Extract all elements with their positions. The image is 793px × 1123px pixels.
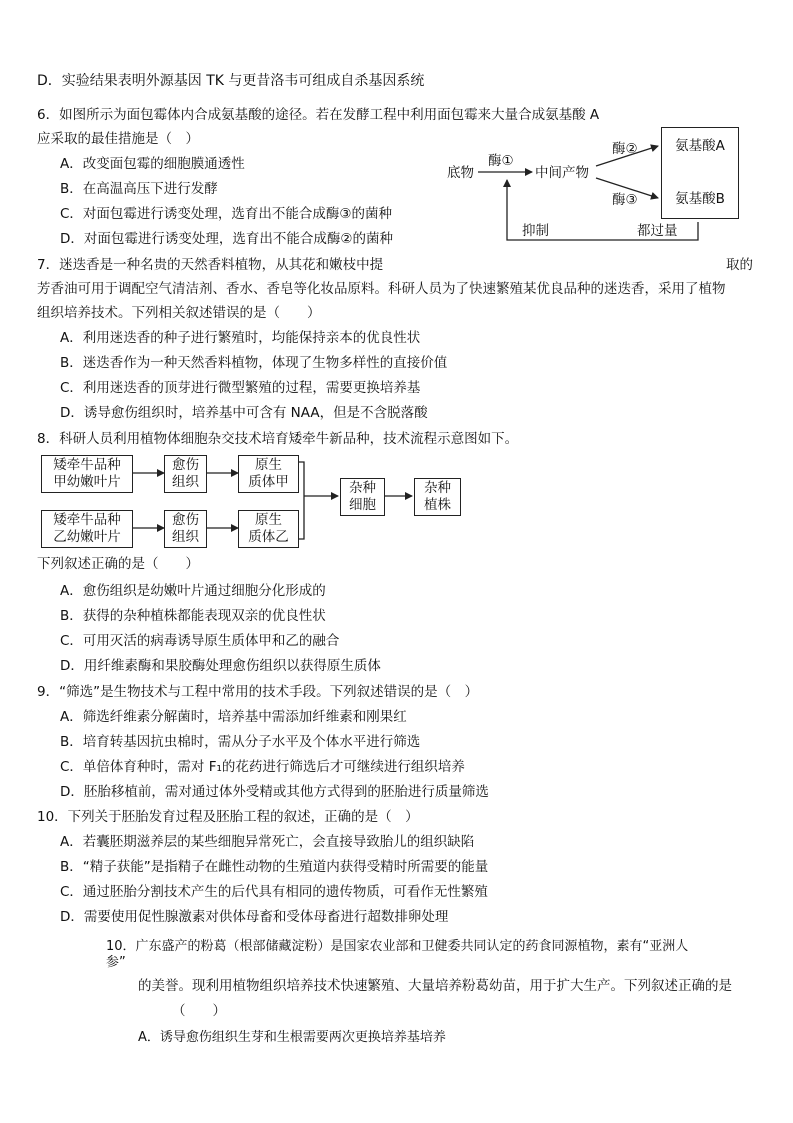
flow-protoplast-a-line2: 质体甲 [248,474,289,490]
q8-option-d: D．用纤维素酶和果胶酶处理愈伤组织以获得原生质体 [60,658,381,674]
diagram-enzyme3: 酶③ [612,192,638,208]
diagram-amino-b: 氨基酸B [675,191,725,207]
flow-protoplast-a [238,455,299,493]
flow-callus-b [164,510,207,548]
diagram-intermediate: 中间产物 [535,165,589,181]
flow-protoplast-b-line2: 质体乙 [248,529,289,545]
q10-option-b: B．“精子获能”是指精子在雌性动物的生殖道内获得受精时所需要的能量 [60,859,489,875]
flow-hybrid-plant-line2: 植株 [424,497,451,513]
q10b-line4: （ ） [172,1003,226,1019]
flow-leaf-b-line1: 矮牵牛品种 [53,512,121,528]
q9-option-c: C．单倍体育种时，需对 F₁的花药进行筛选后才可继续进行组织培养 [60,759,465,775]
flow-callus-b-line2: 组织 [172,529,199,545]
q7-stem-line1-end: 取的 [726,257,753,273]
q9-option-a: A．筛选纤维素分解菌时，培养基中需添加纤维素和刚果红 [60,709,407,725]
flow-protoplast-a-line1: 原生 [255,457,282,473]
q7-option-c: C．利用迷迭香的顶芽进行微型繁殖的过程，需要更换培养基 [60,380,421,396]
flow-hybrid-cell [340,478,385,516]
q8-question: 下列叙述正确的是（ ） [37,556,199,572]
flow-callus-a [164,455,207,493]
q5-option-d: D．实验结果表明外源基因 TK 与更昔洛韦可组成自杀基因系统 [37,73,425,89]
q8-option-a: A．愈伤组织是幼嫩叶片通过细胞分化形成的 [60,583,326,599]
diagram-enzyme2: 酶② [612,141,638,157]
flow-hybrid-plant-line1: 杂种 [424,480,451,496]
q10b-line3: 的美誉。现利用植物组织培养技术快速繁殖、大量培养粉葛幼苗，用于扩大生产。下列叙述正确的是 [138,978,732,994]
flow-hybrid-cell-line1: 杂种 [349,480,376,496]
flow-leaf-b-line2: 乙幼嫩叶片 [53,529,121,545]
flow-hybrid-cell-line2: 细胞 [349,497,376,513]
flow-hybrid-plant [414,478,461,516]
flow-leaf-a-line1: 矮牵牛品种 [53,457,121,473]
q9-stem: 9．“筛选”是生物技术与工程中常用的技术手段。下列叙述错误的是（ ） [37,684,479,700]
q9-option-d: D．胚胎移植前，需对通过体外受精或其他方式得到的胚胎进行质量筛选 [60,784,489,800]
q8-option-b: B．获得的杂种植株都能表现双亲的优良性状 [60,608,326,624]
flow-callus-b-line1: 愈伤 [172,512,199,528]
q10b-line2: 参” [106,955,126,970]
q7-option-d: D．诱导愈伤组织时，培养基中可含有 NAA，但是不含脱落酸 [60,405,428,421]
flow-leaf-a [41,455,133,493]
q6-option-c: C．对面包霉进行诱变处理，选育出不能合成酶③的菌种 [60,206,393,222]
q7-stem-line2: 芳香油可用于调配空气清洁剂、香水、香皂等化妆品原料。科研人员为了快速繁殖某优良品种的迷迭香，采用了植物 [37,281,726,297]
flow-callus-a-line1: 愈伤 [172,457,199,473]
q6-option-b: B．在高温高压下进行发酵 [60,181,218,197]
q9-option-b: B．培育转基因抗虫棉时，需从分子水平及个体水平进行筛选 [60,734,421,750]
flow-protoplast-b-line1: 原生 [255,512,282,528]
q7-stem-line3: 组织培养技术。下列相关叙述错误的是（ ） [37,305,321,321]
q7-stem-line1: 7．迷迭香是一种名贵的天然香料植物，从其花和嫩枝中提 [37,257,384,273]
diagram-amino-a: 氨基酸A [675,138,725,154]
q7-option-b: B．迷迭香作为一种天然香料植物，体现了生物多样性的直接价值 [60,355,448,371]
q10-option-a: A．若囊胚期滋养层的某些细胞异常死亡，会直接导致胎儿的组织缺陷 [60,834,475,850]
flow-protoplast-b [238,510,299,548]
q7-option-a: A．利用迷迭香的种子进行繁殖时，均能保持亲本的优良性状 [60,330,421,346]
flow-leaf-a-line2: 甲幼嫩叶片 [53,474,121,490]
q10-option-c: C．通过胚胎分割技术产生的后代具有相同的遗传物质，可看作无性繁殖 [60,884,488,900]
diagram-enzyme1: 酶① [488,153,514,169]
q10b-option-a: A．诱导愈伤组织生芽和生根需要两次更换培养基培养 [138,1030,446,1045]
q10b-line1: 10．广东盛产的粉葛（根部储藏淀粉）是国家农业部和卫健委共同认定的药食同源植物，素有“亚洲人 [106,939,689,954]
q8-option-c: C．可用灭活的病毒诱导原生质体甲和乙的融合 [60,633,340,649]
diagram-substrate: 底物 [447,165,474,181]
q10-stem: 10．下列关于胚胎发育过程及胚胎工程的叙述，正确的是（ ） [37,809,419,825]
q8-stem: 8．科研人员利用植物体细胞杂交技术培育矮牵牛新品种，技术流程示意图如下。 [37,431,519,447]
q6-stem-line2: 应采取的最佳措施是（ ） [37,131,199,147]
q6-option-a: A．改变面包霉的细胞膜通透性 [60,156,245,172]
flow-callus-a-line2: 组织 [172,474,199,490]
q10-option-d: D．需要使用促性腺激素对供体母畜和受体母畜进行超数排卵处理 [60,909,449,925]
diagram-excess: 都过量 [637,223,678,239]
q6-option-d: D．对面包霉进行诱变处理，选育出不能合成酶②的菌种 [60,231,393,247]
flow-leaf-b [41,510,133,548]
q6-stem-line1: 6．如图所示为面包霉体内合成氨基酸的途径。若在发酵工程中利用面包霉来大量合成氨基酸 A [37,107,600,123]
diagram-inhibit: 抑制 [522,223,549,239]
